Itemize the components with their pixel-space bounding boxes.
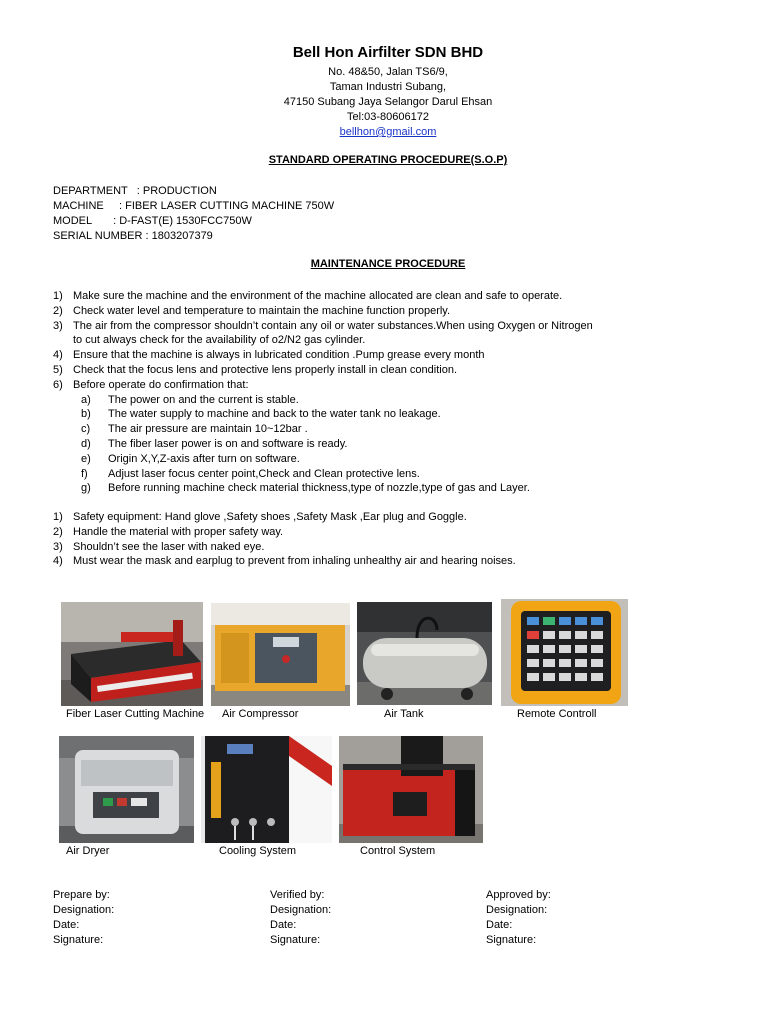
company-name: Bell Hon Airfilter SDN BHD bbox=[292, 44, 484, 61]
list-item: 6) Before operate do confirmation that: bbox=[53, 378, 249, 391]
caption-laser: Fiber Laser Cutting Machine bbox=[66, 708, 205, 720]
signoff-designation: Designation: bbox=[486, 904, 548, 916]
list-item-continuation: to cut always check for the availability of o2/N2 gas cylinder. bbox=[73, 334, 366, 347]
info-label: MODEL bbox=[53, 215, 114, 227]
check-item: g) Before running machine check material thickness,type of nozzle,type of gas and Layer. bbox=[81, 482, 530, 495]
list-item: 2) Check water level and temperature to maintain the machine function properly. bbox=[53, 304, 451, 317]
signoff-prepared bbox=[53, 888, 114, 948]
address-line: Taman Industri Subang, bbox=[329, 81, 447, 93]
signoff-verified bbox=[270, 888, 331, 948]
air-tank-photo bbox=[357, 602, 492, 705]
control-system-photo bbox=[339, 736, 483, 843]
info-value: : FIBER LASER CUTTING MACHINE 750W bbox=[119, 200, 335, 212]
signoff-date: Date: bbox=[53, 919, 80, 931]
info-label: SERIAL NUMBER bbox=[53, 230, 146, 242]
sop-title: STANDARD OPERATING PROCEDURE(S.O.P) bbox=[268, 154, 508, 166]
machine-info bbox=[53, 184, 334, 244]
email-link[interactable]: bellhon@gmail.com bbox=[339, 126, 437, 138]
check-item: c) The air pressure are maintain 10~12bar . bbox=[81, 423, 308, 436]
list-item: 2) Handle the material with proper safety way. bbox=[53, 525, 284, 538]
signoff-designation: Designation: bbox=[270, 904, 332, 916]
caption-dryer: Air Dryer bbox=[66, 845, 110, 857]
caption-remote: Remote Controll bbox=[517, 708, 597, 720]
signoff-signature: Signature: bbox=[53, 934, 104, 946]
air-compressor-photo bbox=[211, 603, 350, 706]
list-item: 3) The air from the compressor shouldn’t contain any oil or water substances.When using Oxygen or Nitrogen bbox=[53, 319, 593, 332]
address-line: No. 48&50, Jalan TS6/9, bbox=[328, 66, 448, 78]
info-value: : PRODUCTION bbox=[136, 185, 217, 197]
caption-cooling: Cooling System bbox=[219, 845, 297, 857]
check-item: a) The power on and the current is stable. bbox=[81, 393, 299, 406]
signoff-role: Verified by: bbox=[270, 889, 325, 901]
safety-list bbox=[53, 510, 693, 569]
list-item: 1) Safety equipment: Hand glove ,Safety shoes ,Safety Mask ,Ear plug and Goggle. bbox=[53, 511, 467, 523]
signoff-signature: Signature: bbox=[486, 934, 537, 946]
list-item: 1) Make sure the machine and the environment of the machine allocated are clean and safe to operate. bbox=[53, 290, 563, 302]
maintenance-title: MAINTENANCE PROCEDURE bbox=[310, 258, 466, 270]
signoff-signature: Signature: bbox=[270, 934, 321, 946]
list-item: 5) Check that the focus lens and protective lens properly install in clean condition. bbox=[53, 363, 457, 376]
phone-line: Tel:03-80606172 bbox=[347, 111, 429, 123]
air-dryer-photo bbox=[59, 736, 194, 843]
signoff-role: Approved by: bbox=[486, 889, 551, 901]
signoff-date: Date: bbox=[486, 919, 513, 931]
signoff-approved bbox=[486, 888, 551, 948]
list-item: 4) Must wear the mask and earplug to prevent from inhaling unhealthy air and hearing noises. bbox=[53, 555, 516, 568]
remote-control-photo bbox=[501, 599, 628, 706]
cooling-system-photo bbox=[201, 736, 332, 843]
address-line: 47150 Subang Jaya Selangor Darul Ehsan bbox=[283, 96, 493, 108]
laser-machine-photo bbox=[61, 602, 203, 706]
check-item: f) Adjust laser focus center point,Check and Clean protective lens. bbox=[81, 467, 420, 480]
list-item: 4) Ensure that the machine is always in lubricated condition .Pump grease every month bbox=[53, 349, 485, 362]
letterhead bbox=[0, 44, 768, 140]
info-label: MACHINE bbox=[53, 200, 120, 212]
signoff-role: Prepare by: bbox=[53, 889, 110, 901]
info-label: DEPARTMENT bbox=[53, 185, 137, 197]
signoff-designation: Designation: bbox=[53, 904, 115, 916]
check-item: d) The fiber laser power is on and software is ready. bbox=[81, 437, 348, 450]
check-item: e) Origin X,Y,Z-axis after turn on software. bbox=[81, 452, 300, 465]
caption-compressor: Air Compressor bbox=[222, 708, 299, 720]
caption-control: Control System bbox=[360, 845, 436, 857]
procedure-list bbox=[53, 289, 693, 496]
list-item: 3) Shouldn’t see the laser with naked eye. bbox=[53, 540, 265, 553]
info-value: : 1803207379 bbox=[145, 230, 213, 242]
check-item: b) The water supply to machine and back to the water tank no leakage. bbox=[81, 408, 441, 421]
caption-tank: Air Tank bbox=[384, 708, 424, 720]
info-value: : D-FAST(E) 1530FCC750W bbox=[113, 215, 252, 227]
signoff-date: Date: bbox=[270, 919, 297, 931]
